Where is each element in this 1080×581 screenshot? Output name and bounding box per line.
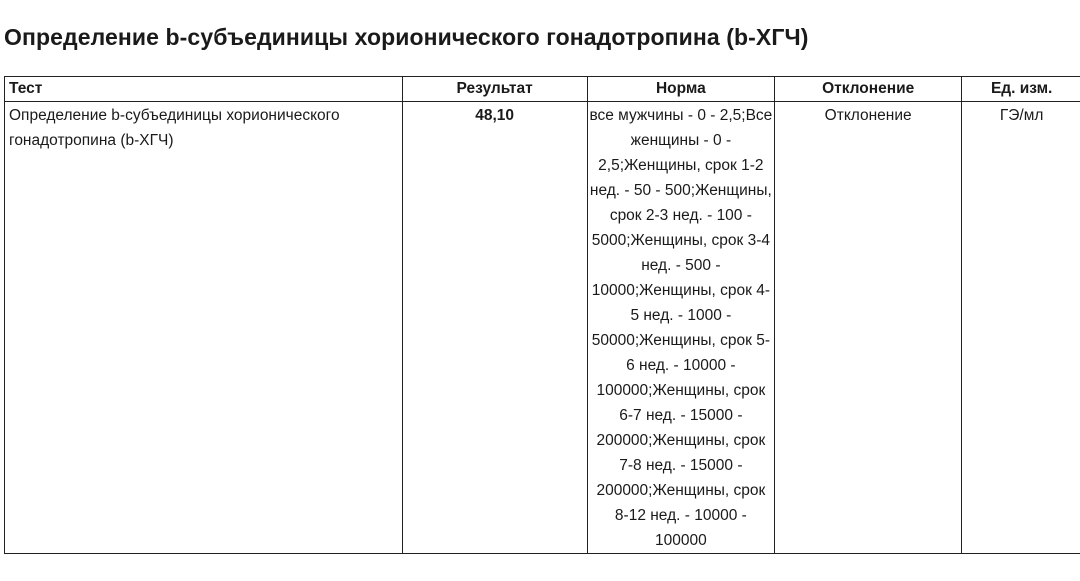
header-deviation: Отклонение (775, 77, 962, 102)
header-result: Результат (402, 77, 587, 102)
table-header (5, 77, 1080, 102)
cell-unit: ГЭ/мл (962, 102, 1080, 554)
cell-test-name: Определение b-субъединицы хорионического гонадотропина (b-ХГЧ) (5, 102, 403, 554)
table-row (5, 102, 1080, 554)
cell-deviation: Отклонение (775, 102, 962, 554)
header-test: Тест (5, 77, 403, 102)
page-title: Определение b-субъединицы хорионического гонадотропина (b-ХГЧ) (4, 24, 809, 50)
header-unit: Ед. изм. (962, 77, 1080, 102)
results-table (4, 76, 1080, 554)
header-norm: Норма (587, 77, 774, 102)
header-row (5, 77, 1080, 102)
cell-reference-range: все мужчины - 0 - 2,5;Все женщины - 0 - 2,5;Женщины, срок 1-2 нед. - 50 - 500;Женщины, срок 2-3 нед. - 100 - 5000;Женщины, срок 3-4 нед. - 500 - 10000;Женщины, срок 4-5 нед. - 1000 - 50000;Женщины, срок 5-6 нед. - 10000 - 100000;Женщины, срок 6-7 нед. - 15000 - 200000;Женщины, срок 7-8 нед. - 15000 - 200000;Женщины, срок 8-12 нед. - 10000 - 100000 (587, 102, 774, 554)
cell-result-value: 48,10 (402, 102, 587, 554)
table-body (5, 102, 1080, 554)
